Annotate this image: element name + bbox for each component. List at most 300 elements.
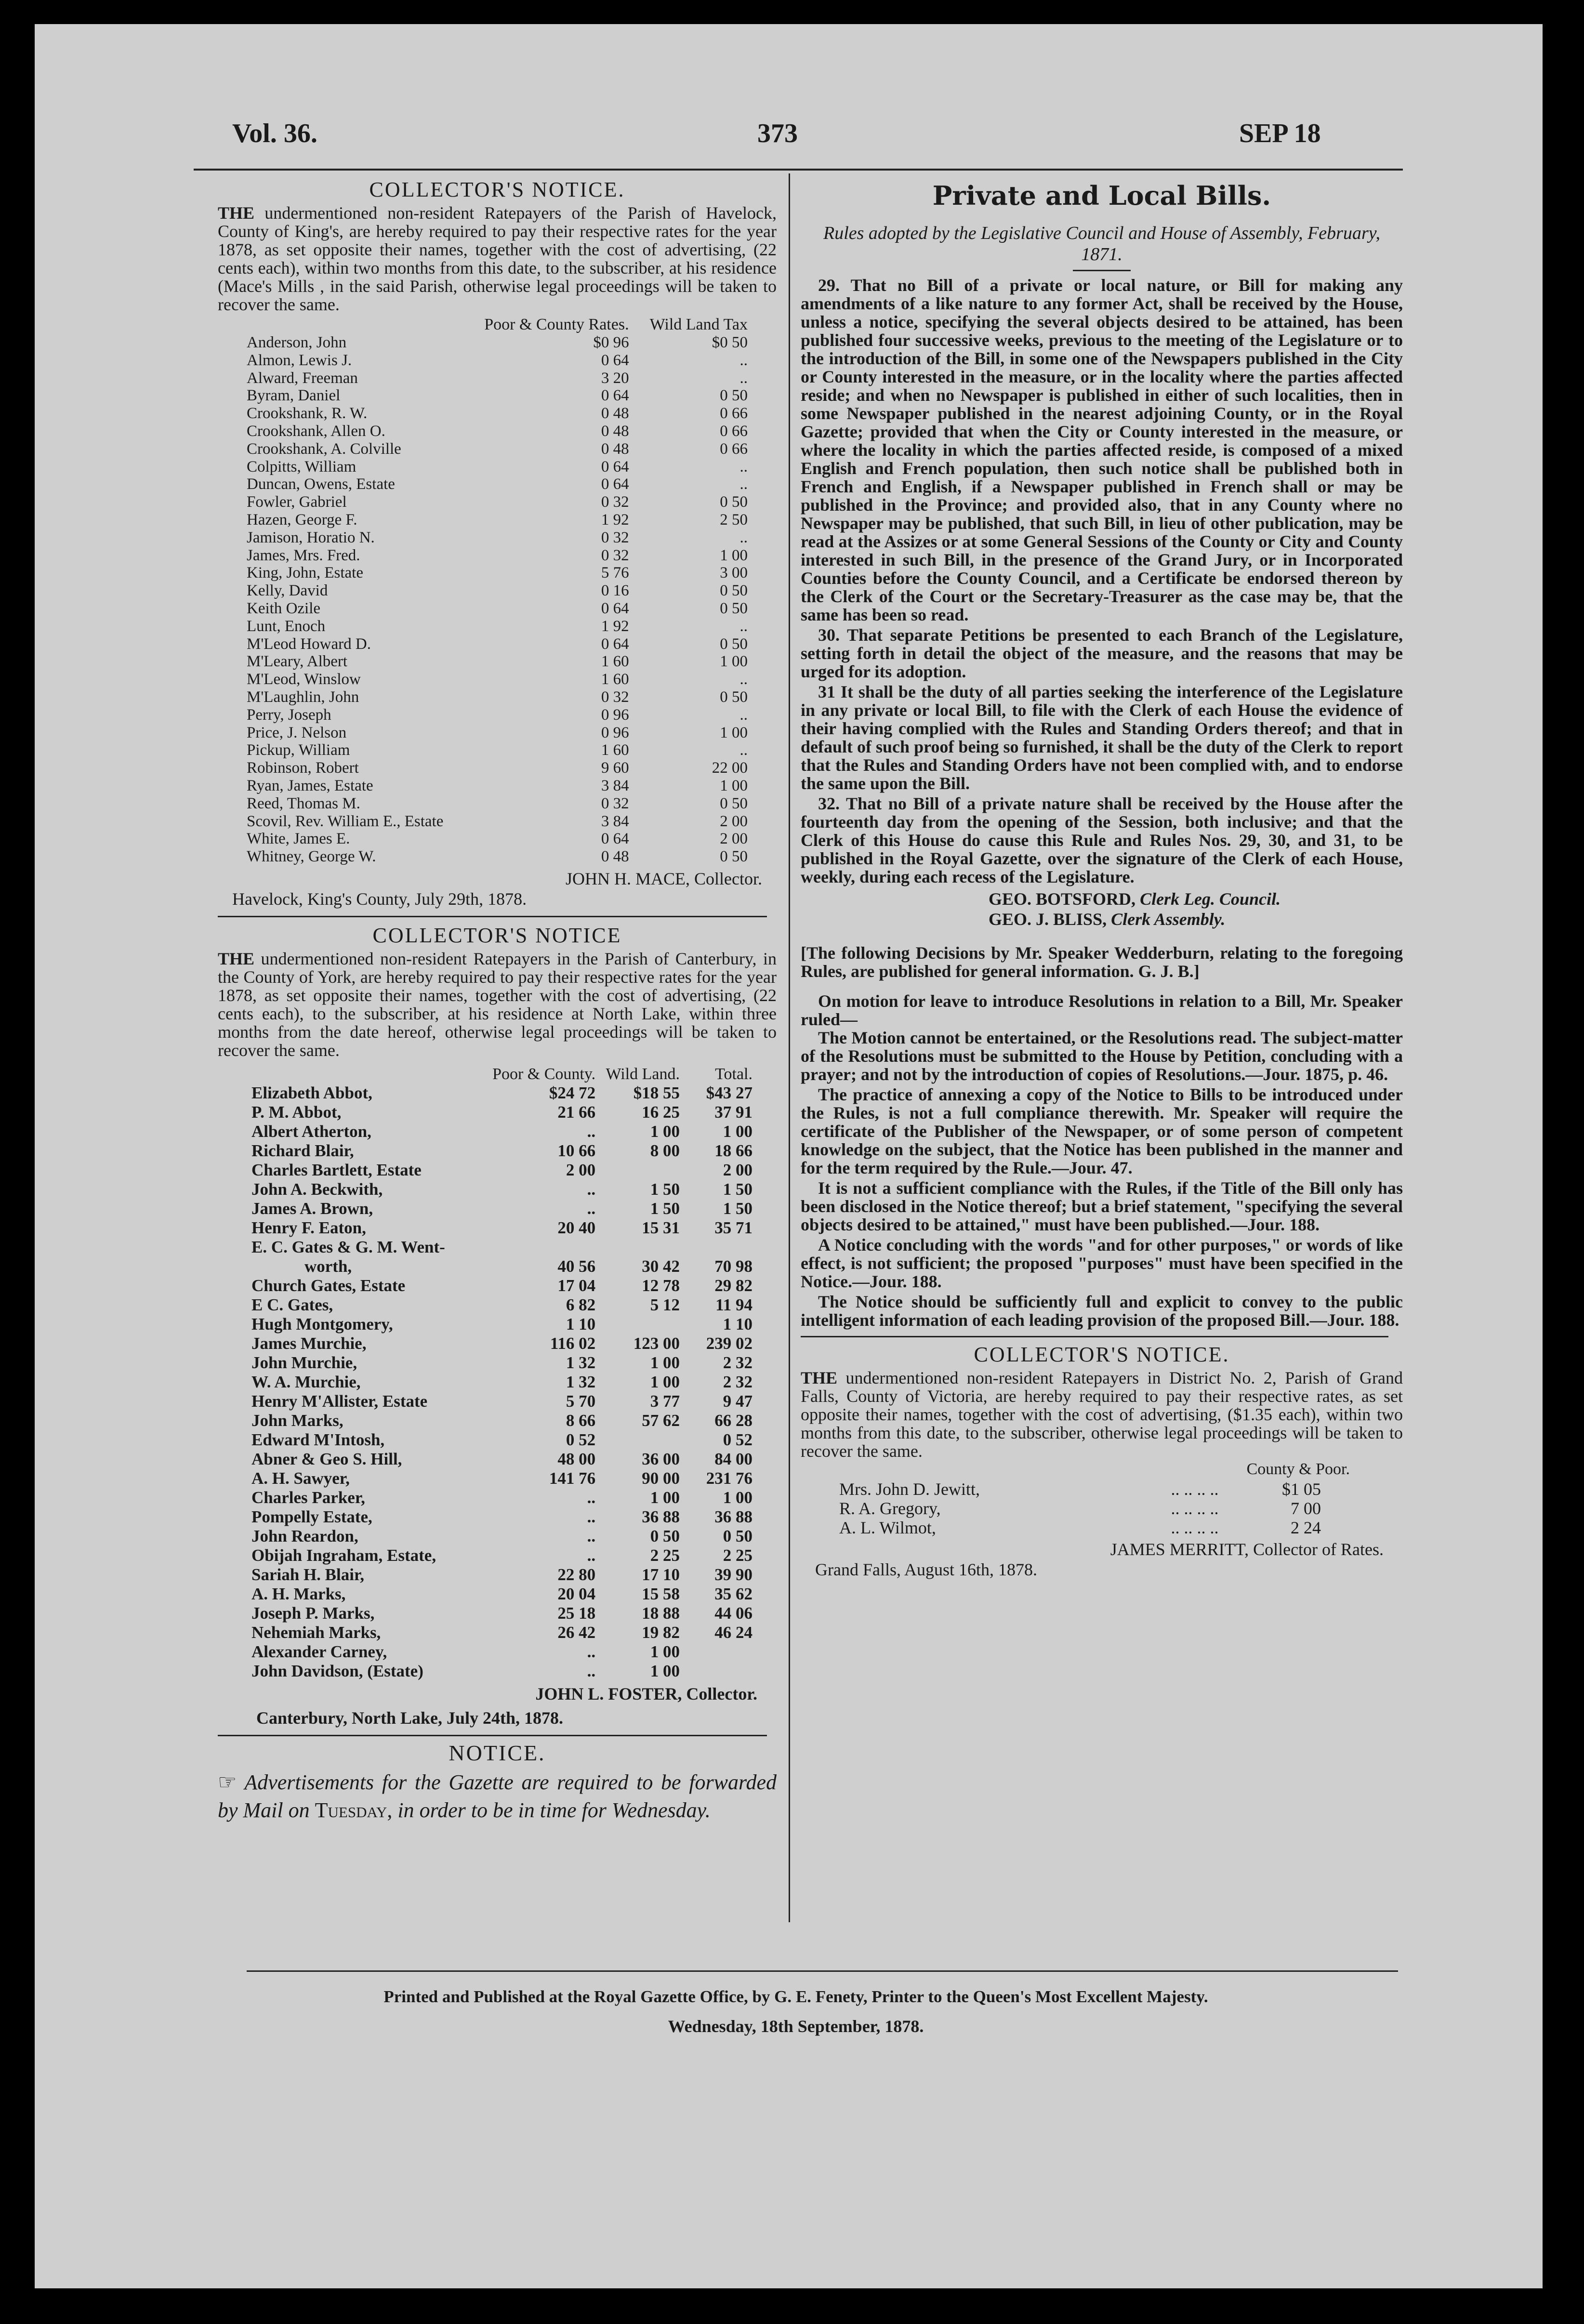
decision-text: It is not a sufficient compliance with the Rules, if the Title of the Bill only has been disclosed in the Notice thereof; but a brief statement, "specifying the several objects desired to be attained," must have been published.—Jour. 188. [801, 1178, 1403, 1234]
rate-value: 17 10 [642, 1565, 680, 1584]
rates-table [251, 1065, 752, 1681]
rate-value: 1 00 [720, 653, 748, 671]
rates-table [839, 1479, 1321, 1537]
ratepayer-name: Almon, Lewis J. [247, 351, 352, 369]
rule-31: 31 It shall be the duty of all parties seeking the interference of the Legislature in any private or local Bill, to file with the Clerk of each House the evidence of their having complied with the Rules and Standing Orders thereof; and that in default of such proof being so furnished, it shall be the duty of the Clerk to report that the Rules and Standing Orders have not been complied with, and to endorse the same upon the Bill. [801, 682, 1403, 793]
rate-value: $43 27 [706, 1083, 752, 1102]
table-row [247, 635, 748, 653]
rate-value: 9 47 [723, 1391, 752, 1411]
ratepayer-name: Robinson, Robert [247, 759, 359, 777]
ratepayer-name: John Marks, [251, 1411, 343, 1430]
table-row [247, 795, 748, 813]
ratepayer-name: Kelly, David [247, 582, 328, 600]
rate-value: 1 32 [566, 1353, 596, 1372]
rate-value: 1 10 [566, 1314, 596, 1334]
rate-value: 2 24 [1291, 1518, 1321, 1537]
rate-value: .. [587, 1199, 596, 1218]
ratepayer-name: Church Gates, Estate [251, 1276, 406, 1295]
ratepayer-name: P. M. Abbot, [251, 1102, 342, 1122]
rate-value: 11 94 [715, 1295, 752, 1314]
rate-value: .. [587, 1507, 596, 1526]
rate-value: .. [739, 528, 748, 546]
table-row [247, 688, 748, 706]
rate-value: 0 48 [601, 848, 629, 866]
rate-value: 0 64 [601, 475, 629, 493]
rate-value: 1 32 [566, 1372, 596, 1391]
ratepayer-name: M'Leary, Albert [247, 653, 348, 671]
table-row [251, 1430, 752, 1450]
rate-value: 2 25 [723, 1545, 752, 1565]
table-row [247, 547, 748, 565]
rate-value [595, 1238, 680, 1257]
rate-value: .. [739, 671, 748, 688]
rate-value: 1 00 [720, 724, 748, 741]
rate-value: 1 50 [650, 1199, 680, 1218]
table-row [251, 1334, 752, 1353]
rate-value: 0 50 [720, 582, 748, 600]
rate-value: 36 88 [642, 1507, 680, 1526]
rates-table-header [251, 1065, 752, 1083]
rate-value: 1 00 [650, 1372, 680, 1391]
rate-value: 0 64 [601, 458, 629, 475]
rate-value: 18 66 [714, 1141, 752, 1160]
table-row [247, 759, 748, 777]
ratepayer-name: M'Leod, Winslow [247, 671, 361, 688]
rate-value: 40 56 [557, 1256, 596, 1276]
rate-value: 0 50 [720, 794, 748, 812]
column-header: Poor & County. [492, 1065, 596, 1083]
table-row [247, 848, 748, 866]
table-row [247, 741, 748, 759]
rate-value: 12 78 [642, 1276, 680, 1295]
rate-value: .. [739, 475, 748, 493]
rate-value: 9 60 [601, 759, 629, 777]
rate-value: .. .. .. .. [1171, 1518, 1219, 1537]
rule-29: 29. That no Bill of a private or local nature, or Bill for making any amendments of a like nature to any former Act, shall be received by the House, unless a notice, specifying the several objects desired to be attained, has been published four successive weeks, previous to the meeting of the Legislature or to the introduction of the Bill, in some one of the Newspapers published in the City or County interested in the measure, or in the locality where the parties affected reside; and when no Newspaper is published in either of such localities, then in some Newspaper published in the nearest adjoining County, or in the Royal Gazette; provided that when the City or County interested in the measure, or where the locality in which the parties affected reside, is composed of a mixed English and French population, then such notice shall be published both in French and English, if a Newspaper published in French shall or may be published in the Province; and provided also, that in any County where no Newspaper may be published, that such Bill, in lieu of other publication, may be read at the Assizes or at some General Sessions of the County or City and County interested in such Bill, in the presence of the Grand Jury, or in Incorporated Counties before the County Council, and a Certificate be endorsed thereon by the Clerk of the Court or the Secretary-Treasurer as the case may be, that the same has been so read. [801, 276, 1403, 624]
rate-value: 3 84 [601, 777, 629, 794]
notice-text: undermentioned non-resident Ratepayers in the Parish of Canterbury, in the County of York, are hereby required to pay their respective rates for the year 1878, as set opposite their names, together with the cost of advertising, (22 cents each), to the subscriber, at his residence at North Lake, within three months from the date hereof, otherwise legal proceedings will be taken to recover the same. [218, 949, 777, 1060]
rate-value: 2 32 [723, 1353, 752, 1372]
ratepayer-name: Henry M'Allister, Estate [251, 1391, 428, 1411]
rate-value: 0 50 [720, 387, 748, 405]
column-header: Poor & County Rates. [484, 316, 629, 333]
rate-value: 0 64 [601, 599, 629, 617]
place-date: Canterbury, North Lake, July 24th, 1878. [256, 1708, 564, 1728]
ratepayer-name: John Davidson, (Estate) [251, 1661, 423, 1680]
rate-value: .. [739, 351, 748, 369]
rate-value: 0 50 [650, 1526, 680, 1545]
table-row [251, 1373, 752, 1392]
table-row [251, 1392, 752, 1411]
decision-text: On motion for leave to introduce Resolutions in relation to a Bill, Mr. Speaker ruled— [801, 991, 1403, 1029]
ratepayer-name: Crookshank, Allen O. [247, 422, 385, 440]
rate-value: 1 60 [601, 671, 629, 688]
rate-value: 0 50 [720, 635, 748, 653]
decision-text: The Notice should be sufficiently full and explicit to convey to the public intelligent information of each leading provision of the proposed Bill.—Jour. 188. [801, 1292, 1403, 1330]
collector-notice-grand-falls [801, 1342, 1403, 1580]
ratepayer-name: Price, J. Nelson [247, 724, 347, 741]
rate-value: 0 64 [601, 387, 629, 405]
notice-title: COLLECTOR'S NOTICE. [369, 178, 625, 201]
rate-value: 16 25 [642, 1102, 680, 1122]
rate-value: 57 62 [642, 1411, 680, 1430]
ratepayer-name: Henry F. Eaton, [251, 1218, 366, 1237]
rate-value: 0 48 [601, 440, 629, 458]
ratepayer-name: Pickup, William [247, 741, 350, 759]
ratepayer-name: R. A. Gregory, [839, 1499, 941, 1518]
table-row [247, 671, 748, 688]
ratepayer-name: King, John, Estate [247, 564, 363, 582]
rate-value: 0 50 [720, 848, 748, 866]
column-header: Wild Land. [606, 1065, 680, 1083]
table-row [251, 1295, 752, 1315]
rule-32: 32. That no Bill of a private nature shall be received by the House after the fourteenth day from the opening of the Session, both inclusive; and that the Clerk of this House do cause this Rule and Rules Nos. 29, 30, and 31, to be published in the Royal Gazette, over the signature of the Clerk of each House, weekly, during each recess of the Legislature. [801, 794, 1403, 886]
rate-value: 6 82 [566, 1295, 596, 1314]
rate-value: 0 50 [720, 688, 748, 706]
table-row [247, 582, 748, 600]
rate-value: .. [739, 706, 748, 724]
rate-value: 0 66 [720, 405, 748, 423]
table-row [247, 440, 748, 458]
rate-value: 3 84 [601, 812, 629, 830]
ratepayer-name: A. L. Wilmot, [839, 1518, 936, 1537]
rate-value: 0 96 [601, 724, 629, 741]
rate-value: .. [739, 741, 748, 759]
ratepayer-name: Perry, Joseph [247, 706, 331, 724]
table-row [251, 1623, 752, 1642]
rate-value: 0 32 [601, 794, 629, 812]
ratepayer-name: Anderson, John [247, 334, 347, 351]
ratepayer-name: John Reardon, [251, 1526, 358, 1545]
rate-value: 1 00 [723, 1488, 752, 1507]
notice-title: NOTICE. [449, 1740, 546, 1765]
rate-value: .. [587, 1488, 596, 1507]
rate-value: .. [587, 1642, 596, 1661]
rate-value: 116 02 [550, 1334, 596, 1353]
rate-value: 0 50 [720, 493, 748, 511]
rates-table [247, 316, 748, 866]
table-row [251, 1315, 752, 1334]
rate-value: 7 00 [1291, 1499, 1321, 1518]
rate-value: 15 31 [642, 1218, 680, 1237]
ratepayer-name: Jamison, Horatio N. [247, 528, 375, 546]
lead-word: THE [218, 949, 255, 968]
section-rule [218, 916, 767, 917]
table-row [251, 1180, 752, 1199]
ratepayer-name: A. H. Marks, [251, 1584, 346, 1603]
notice-body [218, 204, 777, 314]
ratepayer-name: Edward M'Intosh, [251, 1430, 385, 1449]
rate-value: $1 05 [1282, 1479, 1321, 1499]
notice-body [801, 1369, 1403, 1460]
rate-value: 141 76 [549, 1468, 596, 1488]
lead-word: THE [218, 203, 255, 223]
rate-value [680, 1662, 752, 1681]
publication-date: Wednesday, 18th September, 1878. [668, 2017, 924, 2036]
rate-value: 0 16 [601, 582, 629, 600]
decisions-intro: [The following Decisions by Mr. Speaker Wedderburn, relating to the foregoing Rules, are published for general information. G. J. B.] [801, 943, 1403, 981]
rate-value: 15 58 [642, 1584, 680, 1603]
table-row [247, 813, 748, 831]
rate-value: 0 64 [601, 351, 629, 369]
table-row [247, 529, 748, 547]
rate-value [595, 1315, 680, 1334]
ratepayer-name: worth, [304, 1256, 352, 1276]
rate-value: 1 00 [650, 1642, 680, 1661]
table-row [247, 777, 748, 795]
table-row [251, 1469, 752, 1488]
table-row [247, 405, 748, 423]
rate-value [492, 1238, 595, 1257]
rate-value: 44 06 [714, 1603, 752, 1623]
table-row [251, 1450, 752, 1469]
volume-number: Vol. 36. [232, 119, 317, 148]
ratepayer-name: Reed, Thomas M. [247, 794, 360, 812]
rate-value: 35 71 [714, 1218, 752, 1237]
ratepayer-name: Charles Parker, [251, 1488, 365, 1507]
rate-value: 2 50 [720, 511, 748, 528]
table-row [839, 1518, 1321, 1537]
ratepayer-name: Lunt, Enoch [247, 617, 326, 635]
rate-value: 35 62 [714, 1584, 752, 1603]
rate-value: 1 00 [723, 1122, 752, 1141]
table-row [251, 1141, 752, 1161]
rate-value: 1 60 [601, 741, 629, 759]
ratepayer-name: Sariah H. Blair, [251, 1565, 365, 1584]
rate-value: 1 92 [601, 511, 629, 528]
notice-body [218, 950, 777, 1059]
table-row [251, 1527, 752, 1546]
rate-value: 0 96 [601, 706, 629, 724]
rate-value: 48 00 [557, 1449, 596, 1468]
rate-value: 231 76 [706, 1468, 752, 1488]
gazette-notice [218, 1740, 777, 1824]
table-row [251, 1662, 752, 1681]
rates-table-header [247, 316, 748, 334]
rate-value: 90 00 [642, 1468, 680, 1488]
table-row [247, 830, 748, 848]
decision-text: A Notice concluding with the words "and for other purposes," or words of like effect, is not sufficient; the proposed "purposes" must have been specified in the Notice.—Jour. 188. [801, 1235, 1403, 1291]
rate-value: 0 66 [720, 440, 748, 458]
ratepayer-name: Albert Atherton, [251, 1122, 371, 1141]
table-row [251, 1565, 752, 1585]
rate-value: 26 42 [557, 1623, 596, 1642]
rate-value: 1 00 [720, 546, 748, 564]
ratepayer-name: A. H. Sawyer, [251, 1468, 350, 1488]
ratepayer-name: John Murchie, [251, 1353, 357, 1372]
notice-text: undermentioned non-resident Ratepayers of the Parish of Havelock, County of King's, are hereby required to pay their respective rates for the year 1878, as set opposite their names, together with the cost of advertising, (22 cents each), within two months from this date, to the subscriber, at his residence (Mace's Mills , in the said Parish, otherwise legal proceedings will be taken to recover the same. [218, 203, 777, 314]
column-divider [789, 173, 790, 1922]
bills-title: Private and Local Bills. [932, 180, 1271, 211]
table-row [247, 706, 748, 724]
ratepayer-name: Nehemiah Marks, [251, 1623, 381, 1642]
table-row [251, 1083, 752, 1103]
rule-30: 30. That separate Petitions be presented to each Branch of the Legislature, setting forth in detail the object of the measure, and the reasons that may be urged for its adoption. [801, 625, 1403, 681]
table-row [251, 1642, 752, 1662]
rate-value: 1 92 [601, 617, 629, 635]
rate-value: 1 50 [723, 1199, 752, 1218]
rate-value: 0 32 [601, 493, 629, 511]
rate-value: 0 52 [723, 1430, 752, 1449]
ratepayer-name: James A. Brown, [251, 1199, 373, 1218]
ratepayer-name: Byram, Daniel [247, 387, 341, 405]
table-row [251, 1353, 752, 1373]
table-row [251, 1199, 752, 1218]
rate-value: .. [587, 1122, 596, 1141]
rate-value: $0 96 [593, 334, 629, 351]
rate-value: 0 64 [601, 830, 629, 848]
table-row [247, 564, 748, 582]
rate-value: 0 32 [601, 688, 629, 706]
table-row [839, 1499, 1321, 1518]
rate-value: 2 00 [723, 1160, 752, 1179]
table-row [839, 1479, 1321, 1499]
rate-value: 8 66 [566, 1411, 596, 1430]
table-row [251, 1103, 752, 1122]
private-local-bills [801, 180, 1403, 1329]
rate-value: 10 66 [557, 1141, 596, 1160]
ratepayer-name: Richard Blair, [251, 1141, 354, 1160]
rate-value [595, 1161, 680, 1180]
place-date: Havelock, King's County, July 29th, 1878. [232, 889, 527, 909]
tuesday-word: Tuesday, [315, 1798, 393, 1822]
rate-value: 3 00 [720, 564, 748, 582]
table-row [251, 1161, 752, 1180]
rate-value: 1 00 [650, 1353, 680, 1372]
ratepayer-name: W. A. Murchie, [251, 1372, 361, 1391]
table-row [247, 511, 748, 529]
table-row [251, 1218, 752, 1238]
table-row [247, 423, 748, 440]
ratepayer-name: Abner & Geo S. Hill, [251, 1449, 402, 1468]
header-rule [194, 169, 1403, 171]
rate-value: .. [739, 458, 748, 475]
ratepayer-name: Crookshank, R. W. [247, 405, 368, 423]
table-row [251, 1122, 752, 1141]
rate-value: 1 10 [723, 1314, 752, 1334]
rate-value: $18 55 [633, 1083, 680, 1102]
ratepayer-name: M'Leod Howard D. [247, 635, 371, 653]
column-header: Wild Land Tax [649, 316, 748, 333]
rate-value: 123 00 [633, 1334, 680, 1353]
ratepayer-name: Ryan, James, Estate [247, 777, 373, 794]
rate-value: $0 50 [712, 334, 748, 351]
collector-signature: JOHN L. FOSTER, Collector. [535, 1684, 757, 1703]
rate-value: 36 00 [642, 1449, 680, 1468]
decision-text: The Motion cannot be entertained, or the Resolutions read. The subject-matter of the Resolutions must be submitted to the House by Petition, concluding with a prayer; and not by the introduction of copies of Resolutions.—Jour. 1875, p. 46. [801, 1028, 1403, 1084]
rate-value: 0 32 [601, 528, 629, 546]
rate-value: 46 24 [714, 1623, 752, 1642]
rate-value: 1 00 [650, 1661, 680, 1680]
section-rule [801, 1336, 1388, 1337]
issue-date: SEP 18 [1239, 119, 1321, 148]
table-row [251, 1507, 752, 1527]
newspaper-page [35, 24, 1543, 2288]
collector-signature: JOHN H. MACE, Collector. [566, 869, 762, 888]
column-header: Total. [715, 1065, 752, 1083]
rate-value: $24 72 [549, 1083, 596, 1102]
rate-value: 1 60 [601, 653, 629, 671]
clerk-signature: GEO. J. BLISS, Clerk Assembly. [989, 910, 1226, 929]
ratepayer-name: Keith Ozile [247, 599, 321, 617]
collector-signature: JAMES MERRITT, Collector of Rates. [1110, 1540, 1384, 1559]
rate-value: 39 90 [714, 1565, 752, 1584]
rate-value: 1 00 [720, 777, 748, 794]
ratepayer-name: Duncan, Owens, Estate [247, 475, 395, 493]
rate-value: 2 25 [650, 1545, 680, 1565]
rate-value: 19 82 [642, 1623, 680, 1642]
rate-value: 17 04 [557, 1276, 596, 1295]
rate-value: 0 66 [720, 422, 748, 440]
table-row [247, 600, 748, 618]
ratepayer-name: James, Mrs. Fred. [247, 546, 360, 564]
rate-value: 0 48 [601, 405, 629, 423]
rate-value: .. .. .. .. [1171, 1479, 1219, 1499]
rate-value: 1 50 [723, 1179, 752, 1199]
rate-value: 1 00 [650, 1122, 680, 1141]
table-row [247, 724, 748, 742]
notice-title: COLLECTOR'S NOTICE [372, 923, 622, 947]
rate-value: 25 18 [557, 1603, 596, 1623]
table-row [247, 458, 748, 476]
ratepayer-name: Charles Bartlett, Estate [251, 1160, 422, 1179]
collector-notice-havelock [218, 177, 777, 909]
ratepayer-name: James Murchie, [251, 1334, 367, 1353]
table-row [251, 1585, 752, 1604]
ratepayer-name: E. C. Gates & G. M. Went- [251, 1237, 445, 1256]
short-rule [1073, 270, 1131, 271]
rate-value: 20 40 [557, 1218, 596, 1237]
table-row [247, 334, 748, 352]
rate-value: .. [587, 1661, 596, 1680]
ratepayer-name: Joseph P. Marks, [251, 1603, 375, 1623]
rate-value: 1 00 [650, 1488, 680, 1507]
ratepayer-name: John A. Beckwith, [251, 1179, 383, 1199]
rate-value: 5 12 [650, 1295, 680, 1314]
ratepayer-name: Alexander Carney, [251, 1642, 387, 1661]
right-column [801, 177, 1403, 1580]
decision-text: The practice of annexing a copy of the Notice to Bills to be introduced under the Rules, is not a full compliance therewith. Mr. Speaker will require the certificate of the Publisher of the Newspaper, or of some person of competent knowledge on the subject, that the Notice has been published in the manner and for the term required by the Rule.—Jour. 47. [801, 1085, 1403, 1177]
ratepayer-name: Pompelly Estate, [251, 1507, 372, 1526]
rate-value: 3 20 [601, 369, 629, 387]
rate-value: 8 00 [650, 1141, 680, 1160]
column-header: County & Poor. [1246, 1460, 1350, 1478]
rate-value [595, 1430, 680, 1450]
bills-subtitle: Rules adopted by the Legislative Council and House of Assembly, February, 1871. [823, 223, 1381, 264]
ratepayer-name: Obijah Ingraham, Estate, [251, 1545, 436, 1565]
rate-value: 3 77 [650, 1391, 680, 1411]
rate-value [680, 1642, 752, 1662]
table-row [247, 352, 748, 370]
rate-value: 0 64 [601, 635, 629, 653]
rate-value: 30 42 [642, 1256, 680, 1276]
table-row [247, 475, 748, 493]
rate-value: 0 50 [723, 1526, 752, 1545]
table-row [247, 653, 748, 671]
ratepayer-name: Elizabeth Abbot, [251, 1083, 372, 1102]
ratepayer-name: Hugh Montgomery, [251, 1314, 393, 1334]
page-number: 373 [757, 119, 798, 148]
rate-value: 239 02 [706, 1334, 752, 1353]
table-row [247, 618, 748, 635]
rate-value: 2 00 [566, 1160, 596, 1179]
rate-value: 70 98 [714, 1256, 752, 1276]
notice-text: ☞ Advertisements for the Gazette are required to be forwarded by Mail on Tuesday, in order to be in time for Wednesday. [218, 1770, 777, 1822]
ratepayer-name: White, James E. [247, 830, 350, 848]
rate-value: 36 88 [714, 1507, 752, 1526]
rate-value: 0 48 [601, 422, 629, 440]
footer-rule [247, 1970, 1398, 1972]
